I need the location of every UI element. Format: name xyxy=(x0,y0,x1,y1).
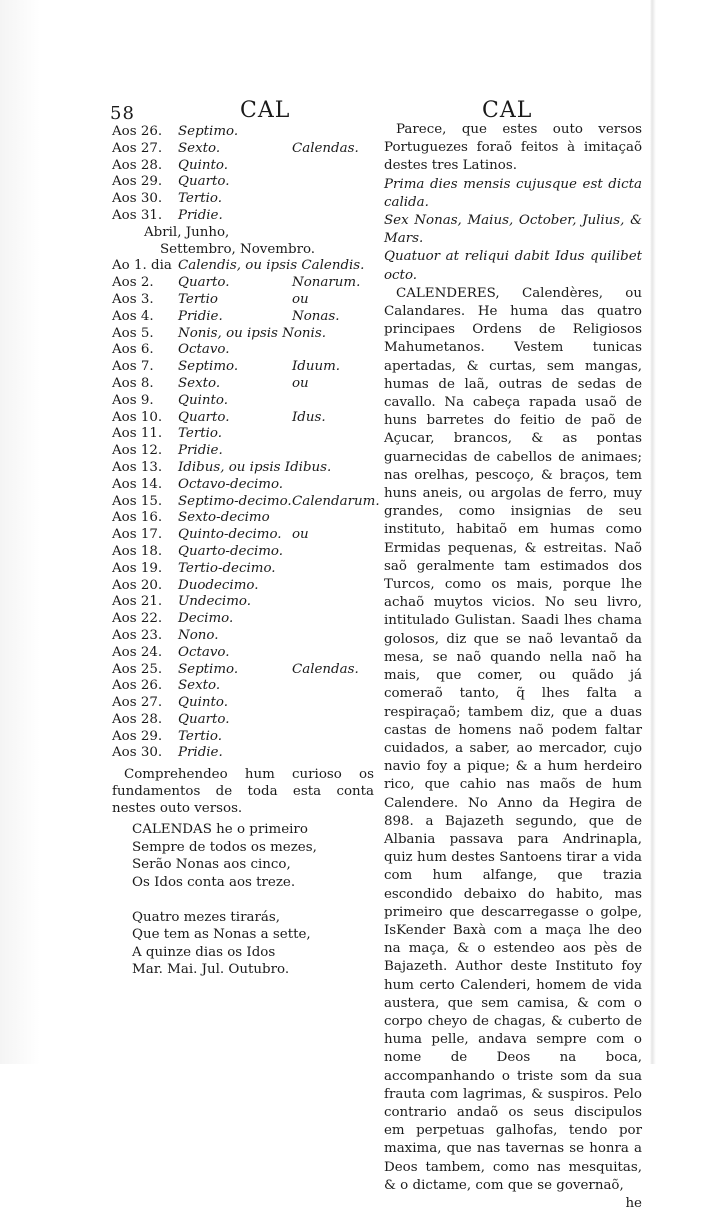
latin-day-name: Sexto. xyxy=(178,140,221,156)
left-running-title: CAL xyxy=(240,98,291,123)
calendar-row xyxy=(112,141,374,158)
latin-day-name: Septimo. xyxy=(178,661,239,677)
page-number: 58 xyxy=(110,103,135,124)
latin-day-name: Nonis, ou ipsis Nonis. xyxy=(178,325,326,341)
months-line-1 xyxy=(112,225,374,242)
calendar-row xyxy=(112,410,374,427)
day-label: Ao 1. dia xyxy=(112,258,172,274)
day-label: Aos 28. xyxy=(112,157,163,173)
day-label: Aos 15. xyxy=(112,493,163,509)
calendar-row xyxy=(112,527,374,544)
verse-line: Mar. Mai. Jul. Outubro. xyxy=(132,962,290,978)
calendar-row xyxy=(112,393,374,410)
calendar-row xyxy=(112,191,374,208)
day-label: Aos 14. xyxy=(112,476,163,492)
day-label: Aos 30. xyxy=(112,745,163,761)
group-label: Calendas. xyxy=(292,140,359,156)
day-label: Aos 23. xyxy=(112,627,163,643)
calendar-row xyxy=(112,309,374,326)
calendar-row xyxy=(112,594,374,611)
latin-day-name: Pridie. xyxy=(178,443,223,459)
calendar-row xyxy=(112,561,374,578)
day-label: Aos 30. xyxy=(112,191,163,207)
calendar-row xyxy=(112,174,374,191)
day-label: Aos 31. xyxy=(112,207,163,223)
latin-day-name: Idibus, ou ipsis Idibus. xyxy=(178,459,332,475)
latin-day-name: Tertio xyxy=(178,291,218,307)
latin-day-name: Septimo. xyxy=(178,124,239,139)
calendar-row xyxy=(112,208,374,225)
group-label: Nonarum. xyxy=(292,275,361,291)
group-label: Idus. xyxy=(292,409,326,425)
calendar-row xyxy=(112,326,374,343)
verse-line: Quatro mezes tirarás, xyxy=(132,909,280,925)
calendar-row xyxy=(112,275,374,292)
calendar-row xyxy=(112,578,374,595)
months-text-1: Abril, Junho, xyxy=(144,224,230,240)
day-label: Aos 16. xyxy=(112,510,163,526)
calendar-row xyxy=(112,292,374,309)
latin-day-name: Septimo. xyxy=(178,359,239,375)
calendar-row xyxy=(112,729,374,746)
verse-stanza-1 xyxy=(132,821,374,891)
calendar-row xyxy=(112,628,374,645)
day-label: Aos 22. xyxy=(112,611,163,627)
calenderes-entry: CALENDERES, Calendères, ou Calandares. He huma das quatro principaes Ordens de Religiosos Mahumetanos. Vestem tunicas apertadas, & curtas, sem mangas, humas de laã, outras de sedas de cavallo. Na cabeça rapada usaõ de huns barretes do feitio de paõ de Açucar, brancos, & as pontas guarnecidas de cabellos de animaes; nas orelhas, pescoço, & braços, tem huns aneis, ou argolas de ferro, muy grandes, como insignias de seu instituto, habitaõ em humas como Ermidas pequenas, & estreitas. Naõ saõ geralmente tam estimados dos Turcos, como os mais, porque lhe achaõ muytos vicios. No seu livro, intitulado Gulistan. Saadi lhes chama golosos, diz que se naõ levantaõ da mesa, se naõ quando nella naõ ha mais, que comer, ou quãdo já comeraõ tanto, q̃ lhes falta a respiraçaõ; tambem diz, que a duas castas de homens naõ podem faltar cuidados, a saber, ao mercador, cujo navio foy a pique; & a hum herdeiro rico, que cahio nas maõs de hum Calendere. No Anno da Hegira de 898. a Bajazeth segundo, que de Albania passava para Andrinapla, quiz hum destes Santoens tirar a vida com hum alfange, que trazia escondido debaixo do habito, mas primeiro que descarregasse o golpe, IsKender Baxà com a maça lhe deo na maça, & o estendeo aos pès de Bajazeth. Author deste Instituto foy hum certo Calenderi, homem de vida austera, que sem camisa, & com o corpo cheyo de chagas, & cuberto de huma pelle, andava sempre com o nome de Deos na boca, accompanhando o triste som da sua frauta com lagrimas, & suspiros. Pelo contrario andaõ os seus discipulos em perpetuas galhofas, tendo por maxima, que nas tavernas se honra a Deos tambem, como nas mesquitas, & o dictame, com que se governaõ, xyxy=(384,285,642,1193)
latin-day-name: Quinto. xyxy=(178,157,228,173)
verse-line: Sempre de todos os mezes, xyxy=(132,839,317,855)
calendar-row xyxy=(112,460,374,477)
day-label: Aos 29. xyxy=(112,728,163,744)
calendar-row xyxy=(112,544,374,561)
day-label: Aos 29. xyxy=(112,174,163,190)
latin-day-name: Quarto. xyxy=(178,409,230,425)
verse-line: CALENDAS he o primeiro xyxy=(132,822,308,838)
day-label: Aos 4. xyxy=(112,308,154,324)
latin-day-name: Duodecimo. xyxy=(178,577,259,593)
calendar-table-main xyxy=(112,258,380,762)
day-label: Aos 9. xyxy=(112,392,154,408)
calendar-row xyxy=(112,745,374,762)
day-label: Aos 24. xyxy=(112,644,163,660)
day-label: Aos 6. xyxy=(112,342,154,358)
latin-day-name: Tertio. xyxy=(178,728,222,744)
verse-line: Os Idos conta aos treze. xyxy=(132,874,296,890)
latin-day-name: Quarto-decimo. xyxy=(178,543,284,559)
latin-day-name: Calendis, ou ipsis Calendis. xyxy=(178,258,365,274)
latin-day-name: Undecimo. xyxy=(178,594,251,610)
latin-day-name: Septimo-decimo. xyxy=(178,493,292,509)
explanatory-paragraph: Comprehendeo hum curioso os fundamentos de toda esta conta nestes outo versos. xyxy=(112,767,374,817)
day-label: Aos 18. xyxy=(112,543,163,559)
latin-day-name: Pridie. xyxy=(178,207,223,223)
calendar-row xyxy=(112,124,374,141)
latin-day-name: Tertio-decimo. xyxy=(178,560,276,576)
latin-day-name: Quinto. xyxy=(178,392,228,408)
day-label: Aos 25. xyxy=(112,661,163,677)
day-label: Aos 17. xyxy=(112,527,163,543)
day-label: Aos 19. xyxy=(112,560,163,576)
verse-line: Que tem as Nonas a sette, xyxy=(132,927,311,943)
calendar-row xyxy=(112,712,374,729)
calendar-row xyxy=(112,493,380,511)
verse-line: Serão Nonas aos cinco, xyxy=(132,857,291,873)
latin-day-name: Quarto. xyxy=(178,174,230,190)
latin-day-name: Octavo. xyxy=(178,342,230,358)
intro-paragraph: Parece, que estes outo versos Portuguezes foraõ feitos à imitaçaõ destes tres Latinos. xyxy=(384,122,642,174)
calendar-row xyxy=(112,359,374,376)
left-column xyxy=(112,124,380,979)
calendar-row xyxy=(112,645,374,662)
right-running-title: CAL xyxy=(482,98,533,123)
calendar-row xyxy=(112,342,374,359)
latin-day-name: Quarto. xyxy=(178,275,230,291)
months-line-2 xyxy=(112,242,374,259)
latin-day-name: Sexto-decimo xyxy=(178,510,270,526)
day-label: Aos 12. xyxy=(112,443,163,459)
latin-day-name: Tertio. xyxy=(178,426,222,442)
group-label: ou xyxy=(292,291,309,307)
latin-verse-line: Quatuor at reliqui dabit Idus quilibet octo. xyxy=(384,249,642,283)
latin-day-name: Decimo. xyxy=(178,611,234,627)
day-label: Aos 28. xyxy=(112,711,163,727)
calendar-table-top xyxy=(112,124,374,225)
latin-day-name: Quarto. xyxy=(178,711,230,727)
latin-day-name: Quinto-decimo. xyxy=(178,527,282,543)
calendar-row xyxy=(112,611,374,628)
verse-stanza-2 xyxy=(132,909,374,979)
latin-day-name: Octavo. xyxy=(178,644,230,660)
latin-day-name: Pridie. xyxy=(178,308,223,324)
day-label: Aos 21. xyxy=(112,594,163,610)
calendar-row xyxy=(112,662,374,679)
latin-day-name: Octavo-decimo. xyxy=(178,476,284,492)
latin-verse-line: Sex Nonas, Maius, October, Julius, & Mars. xyxy=(384,213,642,247)
latin-day-name: Sexto. xyxy=(178,678,221,694)
group-label: Calendarum. xyxy=(292,493,380,509)
group-label: Nonas. xyxy=(292,308,340,324)
latin-day-name: Quinto. xyxy=(178,695,228,711)
calendar-row xyxy=(112,510,374,527)
day-label: Aos 5. xyxy=(112,325,154,341)
day-label: Aos 11. xyxy=(112,426,163,442)
day-label: Aos 13. xyxy=(112,459,163,475)
group-label: Iduum. xyxy=(292,359,341,375)
day-label: Aos 26. xyxy=(112,124,163,139)
months-text-2: Settembro, Novembro. xyxy=(160,241,316,257)
calendar-row xyxy=(112,477,374,494)
day-label: Aos 3. xyxy=(112,291,154,307)
day-label: Aos 27. xyxy=(112,695,163,711)
day-label: Aos 2. xyxy=(112,275,154,291)
calendar-row xyxy=(112,158,374,175)
day-label: Aos 7. xyxy=(112,359,154,375)
group-label: ou xyxy=(292,527,309,543)
day-label: Aos 26. xyxy=(112,678,163,694)
calendar-row xyxy=(112,426,374,443)
group-label: ou xyxy=(292,375,309,391)
catchword: he xyxy=(625,1195,642,1211)
right-column xyxy=(384,121,642,1213)
calendar-row xyxy=(112,258,374,275)
day-label: Aos 10. xyxy=(112,409,163,425)
calendar-row xyxy=(112,695,374,712)
latin-day-name: Pridie. xyxy=(178,745,223,761)
latin-verse-line: Prima dies mensis cujusque est dicta calida. xyxy=(384,176,642,210)
calendar-row xyxy=(112,443,374,460)
latin-day-name: Nono. xyxy=(178,627,219,643)
latin-day-name: Tertio. xyxy=(178,191,222,207)
calendar-row xyxy=(112,376,374,393)
verse-line: A quinze dias os Idos xyxy=(132,944,276,960)
day-label: Aos 8. xyxy=(112,375,154,391)
latin-day-name: Sexto. xyxy=(178,375,221,391)
day-label: Aos 27. xyxy=(112,140,163,156)
group-label: Calendas. xyxy=(292,661,359,677)
calendar-row xyxy=(112,678,374,695)
day-label: Aos 20. xyxy=(112,577,163,593)
